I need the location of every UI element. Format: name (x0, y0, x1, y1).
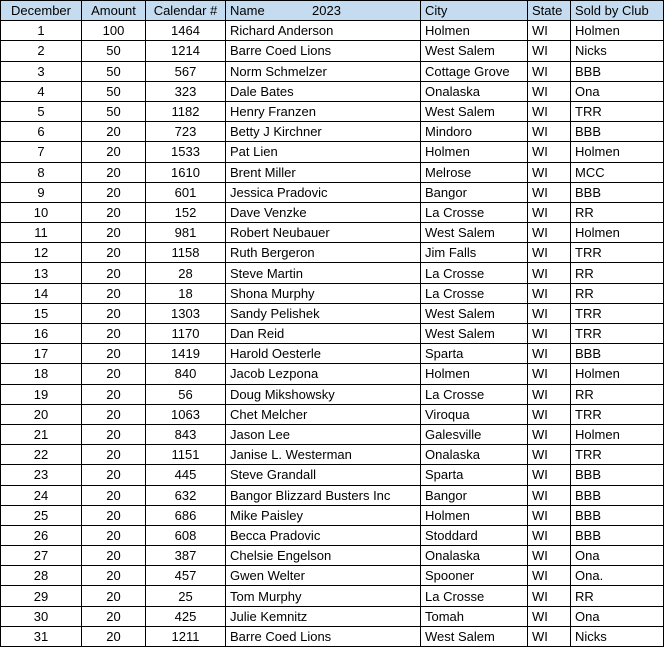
cell-city[interactable]: Sparta (421, 465, 528, 485)
table-row (1, 485, 664, 505)
table-row (1, 21, 664, 41)
table-body (1, 21, 664, 647)
cell-calendar-number[interactable]: 1303 (146, 303, 226, 323)
cell-name[interactable]: Shona Murphy (226, 283, 421, 303)
cell-sold-by-club[interactable]: Holmen (571, 21, 664, 41)
cell-amount[interactable]: 20 (82, 485, 146, 505)
cell-city[interactable]: Bangor (421, 485, 528, 505)
cell-calendar-number[interactable]: 323 (146, 81, 226, 101)
table-row (1, 404, 664, 424)
cell-state[interactable]: WI (528, 485, 571, 505)
cell-city[interactable]: La Crosse (421, 586, 528, 606)
cell-calendar-number[interactable]: 608 (146, 525, 226, 545)
cell-calendar-number[interactable]: 843 (146, 424, 226, 444)
cell-day[interactable]: 27 (1, 546, 82, 566)
cell-sold-by-club[interactable]: BBB (571, 525, 664, 545)
table-row (1, 324, 664, 344)
table-row (1, 344, 664, 364)
cell-state[interactable]: WI (528, 384, 571, 404)
cell-calendar-number[interactable]: 567 (146, 61, 226, 81)
cell-sold-by-club[interactable]: RR (571, 586, 664, 606)
table-row (1, 586, 664, 606)
cell-sold-by-club[interactable]: Holmen (571, 142, 664, 162)
cell-amount[interactable]: 20 (82, 303, 146, 323)
cell-name[interactable]: Brent Miller (226, 162, 421, 182)
cell-day[interactable]: 12 (1, 243, 82, 263)
cell-state[interactable]: WI (528, 263, 571, 283)
table-row (1, 182, 664, 202)
cell-sold-by-club[interactable]: BBB (571, 344, 664, 364)
cell-city[interactable]: West Salem (421, 303, 528, 323)
cell-state[interactable]: WI (528, 465, 571, 485)
cell-sold-by-club[interactable]: BBB (571, 61, 664, 81)
cell-amount[interactable]: 20 (82, 465, 146, 485)
header-month[interactable]: December (1, 1, 82, 21)
cell-name[interactable]: Tom Murphy (226, 586, 421, 606)
cell-calendar-number[interactable]: 1158 (146, 243, 226, 263)
cell-amount[interactable]: 20 (82, 566, 146, 586)
table-row (1, 101, 664, 121)
cell-city[interactable]: La Crosse (421, 263, 528, 283)
cell-sold-by-club[interactable]: BBB (571, 182, 664, 202)
cell-name[interactable]: Janise L. Westerman (226, 445, 421, 465)
cell-sold-by-club[interactable]: Nicks (571, 626, 664, 646)
cell-calendar-number[interactable]: 1419 (146, 344, 226, 364)
cell-calendar-number[interactable]: 1182 (146, 101, 226, 121)
cell-name[interactable]: Ruth Bergeron (226, 243, 421, 263)
cell-amount[interactable]: 20 (82, 606, 146, 626)
cell-name[interactable]: Becca Pradovic (226, 525, 421, 545)
cell-amount[interactable]: 20 (82, 404, 146, 424)
cell-calendar-number[interactable]: 18 (146, 283, 226, 303)
cell-calendar-number[interactable]: 1214 (146, 41, 226, 61)
cell-sold-by-club[interactable]: MCC (571, 162, 664, 182)
cell-name[interactable]: Harold Oesterle (226, 344, 421, 364)
cell-sold-by-club[interactable]: TRR (571, 324, 664, 344)
header-amount[interactable]: Amount (82, 1, 146, 21)
cell-state[interactable]: WI (528, 41, 571, 61)
cell-name[interactable]: Steve Martin (226, 263, 421, 283)
table-row (1, 626, 664, 646)
cell-state[interactable]: WI (528, 404, 571, 424)
table-row (1, 424, 664, 444)
cell-sold-by-club[interactable]: RR (571, 263, 664, 283)
cell-amount[interactable]: 20 (82, 162, 146, 182)
cell-city[interactable]: Bangor (421, 182, 528, 202)
header-year: 2023 (312, 3, 341, 18)
cell-amount[interactable]: 20 (82, 586, 146, 606)
cell-name[interactable]: Robert Neubauer (226, 223, 421, 243)
cell-name[interactable]: Barre Coed Lions (226, 626, 421, 646)
cell-amount[interactable]: 20 (82, 505, 146, 525)
cell-day[interactable]: 4 (1, 81, 82, 101)
cell-amount[interactable]: 20 (82, 445, 146, 465)
cell-amount[interactable]: 20 (82, 324, 146, 344)
cell-state[interactable]: WI (528, 364, 571, 384)
cell-day[interactable]: 25 (1, 505, 82, 525)
cell-state[interactable]: WI (528, 525, 571, 545)
cell-state[interactable]: WI (528, 586, 571, 606)
cell-state[interactable]: WI (528, 142, 571, 162)
table-row (1, 283, 664, 303)
cell-day[interactable]: 28 (1, 566, 82, 586)
cell-city[interactable]: Cottage Grove (421, 61, 528, 81)
cell-day[interactable]: 6 (1, 122, 82, 142)
cell-amount[interactable]: 20 (82, 122, 146, 142)
cell-amount[interactable]: 20 (82, 202, 146, 222)
cell-city[interactable]: Stoddard (421, 525, 528, 545)
cell-amount[interactable]: 20 (82, 626, 146, 646)
cell-calendar-number[interactable]: 1211 (146, 626, 226, 646)
cell-amount[interactable]: 20 (82, 142, 146, 162)
cell-name[interactable]: Betty J Kirchner (226, 122, 421, 142)
cell-amount[interactable]: 20 (82, 223, 146, 243)
cell-sold-by-club[interactable]: Holmen (571, 364, 664, 384)
cell-calendar-number[interactable]: 445 (146, 465, 226, 485)
cell-state[interactable]: WI (528, 101, 571, 121)
cell-amount[interactable]: 50 (82, 61, 146, 81)
cell-day[interactable]: 13 (1, 263, 82, 283)
cell-name[interactable]: Gwen Welter (226, 566, 421, 586)
cell-sold-by-club[interactable]: TRR (571, 445, 664, 465)
cell-name[interactable]: Bangor Blizzard Busters Inc (226, 485, 421, 505)
cell-sold-by-club[interactable]: Ona (571, 546, 664, 566)
cell-calendar-number[interactable]: 28 (146, 263, 226, 283)
table-row (1, 61, 664, 81)
cell-day[interactable]: 15 (1, 303, 82, 323)
table-row (1, 505, 664, 525)
cell-name[interactable]: Pat Lien (226, 142, 421, 162)
cell-amount[interactable]: 20 (82, 182, 146, 202)
cell-name[interactable]: Henry Franzen (226, 101, 421, 121)
header-name-label: Name (230, 3, 265, 19)
cell-sold-by-club[interactable]: BBB (571, 505, 664, 525)
cell-state[interactable]: WI (528, 122, 571, 142)
header-sold-by-club[interactable]: Sold by Club (571, 1, 664, 21)
cell-amount[interactable]: 20 (82, 263, 146, 283)
cell-amount[interactable]: 20 (82, 384, 146, 404)
cell-day[interactable]: 26 (1, 525, 82, 545)
cell-day[interactable]: 11 (1, 223, 82, 243)
cell-calendar-number[interactable]: 1151 (146, 445, 226, 465)
cell-state[interactable]: WI (528, 424, 571, 444)
cell-sold-by-club[interactable]: BBB (571, 485, 664, 505)
cell-calendar-number[interactable]: 723 (146, 122, 226, 142)
table-row (1, 142, 664, 162)
cell-calendar-number[interactable]: 1170 (146, 324, 226, 344)
cell-amount[interactable]: 100 (82, 21, 146, 41)
cell-name[interactable]: Jessica Pradovic (226, 182, 421, 202)
table-row (1, 445, 664, 465)
cell-state[interactable]: WI (528, 81, 571, 101)
cell-sold-by-club[interactable]: TRR (571, 303, 664, 323)
cell-day[interactable]: 31 (1, 626, 82, 646)
cell-city[interactable]: Holmen (421, 21, 528, 41)
cell-state[interactable]: WI (528, 243, 571, 263)
table-row (1, 162, 664, 182)
cell-city[interactable]: Viroqua (421, 404, 528, 424)
cell-city[interactable]: La Crosse (421, 384, 528, 404)
cell-day[interactable]: 30 (1, 606, 82, 626)
cell-sold-by-club[interactable]: TRR (571, 101, 664, 121)
cell-name[interactable]: Julie Kemnitz (226, 606, 421, 626)
cell-city[interactable]: Spooner (421, 566, 528, 586)
header-row (1, 1, 664, 21)
table-row (1, 364, 664, 384)
cell-city[interactable]: Galesville (421, 424, 528, 444)
cell-city[interactable]: West Salem (421, 101, 528, 121)
cell-city[interactable]: Melrose (421, 162, 528, 182)
table-row (1, 606, 664, 626)
table-row (1, 525, 664, 545)
cell-amount[interactable]: 50 (82, 41, 146, 61)
cell-day[interactable]: 20 (1, 404, 82, 424)
cell-city[interactable]: Sparta (421, 344, 528, 364)
header-city[interactable]: City (421, 1, 528, 21)
table-header (1, 1, 664, 21)
header-name[interactable] (226, 1, 421, 21)
cell-state[interactable]: WI (528, 626, 571, 646)
table-row (1, 465, 664, 485)
cell-name[interactable]: Jacob Lezpona (226, 364, 421, 384)
cell-calendar-number[interactable]: 632 (146, 485, 226, 505)
cell-amount[interactable]: 20 (82, 525, 146, 545)
cell-amount[interactable]: 50 (82, 101, 146, 121)
cell-sold-by-club[interactable]: Ona (571, 606, 664, 626)
cell-sold-by-club[interactable]: TRR (571, 243, 664, 263)
cell-name[interactable]: Dan Reid (226, 324, 421, 344)
cell-day[interactable]: 5 (1, 101, 82, 121)
cell-city[interactable]: West Salem (421, 626, 528, 646)
table-row (1, 202, 664, 222)
cell-calendar-number[interactable]: 1533 (146, 142, 226, 162)
cell-sold-by-club[interactable]: BBB (571, 465, 664, 485)
cell-day[interactable]: 24 (1, 485, 82, 505)
cell-sold-by-club[interactable]: Ona. (571, 566, 664, 586)
cell-name[interactable]: Dave Venzke (226, 202, 421, 222)
table-row (1, 566, 664, 586)
cell-day[interactable]: 23 (1, 465, 82, 485)
cell-name[interactable]: Steve Grandall (226, 465, 421, 485)
cell-city[interactable]: Mindoro (421, 122, 528, 142)
header-calendar-number[interactable]: Calendar # (146, 1, 226, 21)
cell-city[interactable]: Tomah (421, 606, 528, 626)
cell-state[interactable]: WI (528, 546, 571, 566)
cell-state[interactable]: WI (528, 223, 571, 243)
cell-city[interactable]: West Salem (421, 41, 528, 61)
cell-calendar-number[interactable]: 56 (146, 384, 226, 404)
cell-calendar-number[interactable]: 152 (146, 202, 226, 222)
cell-day[interactable]: 3 (1, 61, 82, 81)
cell-state[interactable]: WI (528, 324, 571, 344)
cell-city[interactable]: Onalaska (421, 81, 528, 101)
cell-day[interactable]: 7 (1, 142, 82, 162)
cell-calendar-number[interactable]: 425 (146, 606, 226, 626)
cell-day[interactable]: 21 (1, 424, 82, 444)
cell-day[interactable]: 17 (1, 344, 82, 364)
cell-calendar-number[interactable]: 1063 (146, 404, 226, 424)
table-row (1, 546, 664, 566)
cell-state[interactable]: WI (528, 283, 571, 303)
cell-name[interactable]: Jason Lee (226, 424, 421, 444)
cell-sold-by-club[interactable]: BBB (571, 122, 664, 142)
cell-name[interactable]: Barre Coed Lions (226, 41, 421, 61)
cell-city[interactable]: West Salem (421, 324, 528, 344)
cell-day[interactable]: 8 (1, 162, 82, 182)
cell-state[interactable]: WI (528, 505, 571, 525)
cell-city[interactable]: Holmen (421, 505, 528, 525)
cell-amount[interactable]: 20 (82, 243, 146, 263)
table-row (1, 223, 664, 243)
cell-state[interactable]: WI (528, 162, 571, 182)
cell-name[interactable]: Chelsie Engelson (226, 546, 421, 566)
cell-sold-by-club[interactable]: RR (571, 202, 664, 222)
cell-day[interactable]: 1 (1, 21, 82, 41)
header-state[interactable]: State (528, 1, 571, 21)
cell-state[interactable]: WI (528, 606, 571, 626)
table-row (1, 81, 664, 101)
cell-day[interactable]: 22 (1, 445, 82, 465)
cell-amount[interactable]: 20 (82, 283, 146, 303)
cell-state[interactable]: WI (528, 61, 571, 81)
cell-sold-by-club[interactable]: TRR (571, 404, 664, 424)
cell-day[interactable]: 18 (1, 364, 82, 384)
cell-state[interactable]: WI (528, 445, 571, 465)
cell-name[interactable]: Chet Melcher (226, 404, 421, 424)
cell-calendar-number[interactable]: 25 (146, 586, 226, 606)
cell-name[interactable]: Sandy Pelishek (226, 303, 421, 323)
cell-calendar-number[interactable]: 1464 (146, 21, 226, 41)
cell-state[interactable]: WI (528, 182, 571, 202)
cell-sold-by-club[interactable]: Holmen (571, 223, 664, 243)
cell-calendar-number[interactable]: 387 (146, 546, 226, 566)
cell-amount[interactable]: 20 (82, 424, 146, 444)
cell-sold-by-club[interactable]: Nicks (571, 41, 664, 61)
cell-calendar-number[interactable]: 601 (146, 182, 226, 202)
cell-city[interactable]: La Crosse (421, 202, 528, 222)
cell-calendar-number[interactable]: 840 (146, 364, 226, 384)
cell-day[interactable]: 16 (1, 324, 82, 344)
cell-city[interactable]: Onalaska (421, 445, 528, 465)
cell-day[interactable]: 19 (1, 384, 82, 404)
cell-city[interactable]: West Salem (421, 223, 528, 243)
cell-sold-by-club[interactable]: Ona (571, 81, 664, 101)
cell-name[interactable]: Richard Anderson (226, 21, 421, 41)
cell-day[interactable]: 10 (1, 202, 82, 222)
table-row (1, 243, 664, 263)
cell-sold-by-club[interactable]: RR (571, 283, 664, 303)
table-row (1, 263, 664, 283)
cell-calendar-number[interactable]: 981 (146, 223, 226, 243)
cell-amount[interactable]: 50 (82, 81, 146, 101)
cell-state[interactable]: WI (528, 566, 571, 586)
table-row (1, 384, 664, 404)
cell-day[interactable]: 14 (1, 283, 82, 303)
table-row (1, 41, 664, 61)
table-row (1, 303, 664, 323)
cell-name[interactable]: Norm Schmelzer (226, 61, 421, 81)
cell-state[interactable]: WI (528, 303, 571, 323)
cell-city[interactable]: Jim Falls (421, 243, 528, 263)
cell-city[interactable]: Onalaska (421, 546, 528, 566)
cell-amount[interactable]: 20 (82, 364, 146, 384)
cell-calendar-number[interactable]: 457 (146, 566, 226, 586)
cell-city[interactable]: Holmen (421, 364, 528, 384)
cell-state[interactable]: WI (528, 344, 571, 364)
cell-sold-by-club[interactable]: Holmen (571, 424, 664, 444)
cell-day[interactable]: 9 (1, 182, 82, 202)
cell-amount[interactable]: 20 (82, 546, 146, 566)
cell-sold-by-club[interactable]: RR (571, 384, 664, 404)
cell-state[interactable]: WI (528, 202, 571, 222)
cell-calendar-number[interactable]: 1610 (146, 162, 226, 182)
cell-name[interactable]: Dale Bates (226, 81, 421, 101)
cell-name[interactable]: Mike Paisley (226, 505, 421, 525)
cell-city[interactable]: La Crosse (421, 283, 528, 303)
cell-state[interactable]: WI (528, 21, 571, 41)
cell-calendar-number[interactable]: 686 (146, 505, 226, 525)
cell-name[interactable]: Doug Mikshowsky (226, 384, 421, 404)
cell-day[interactable]: 29 (1, 586, 82, 606)
cell-day[interactable]: 2 (1, 41, 82, 61)
table-row (1, 122, 664, 142)
cell-amount[interactable]: 20 (82, 344, 146, 364)
cell-city[interactable]: Holmen (421, 142, 528, 162)
